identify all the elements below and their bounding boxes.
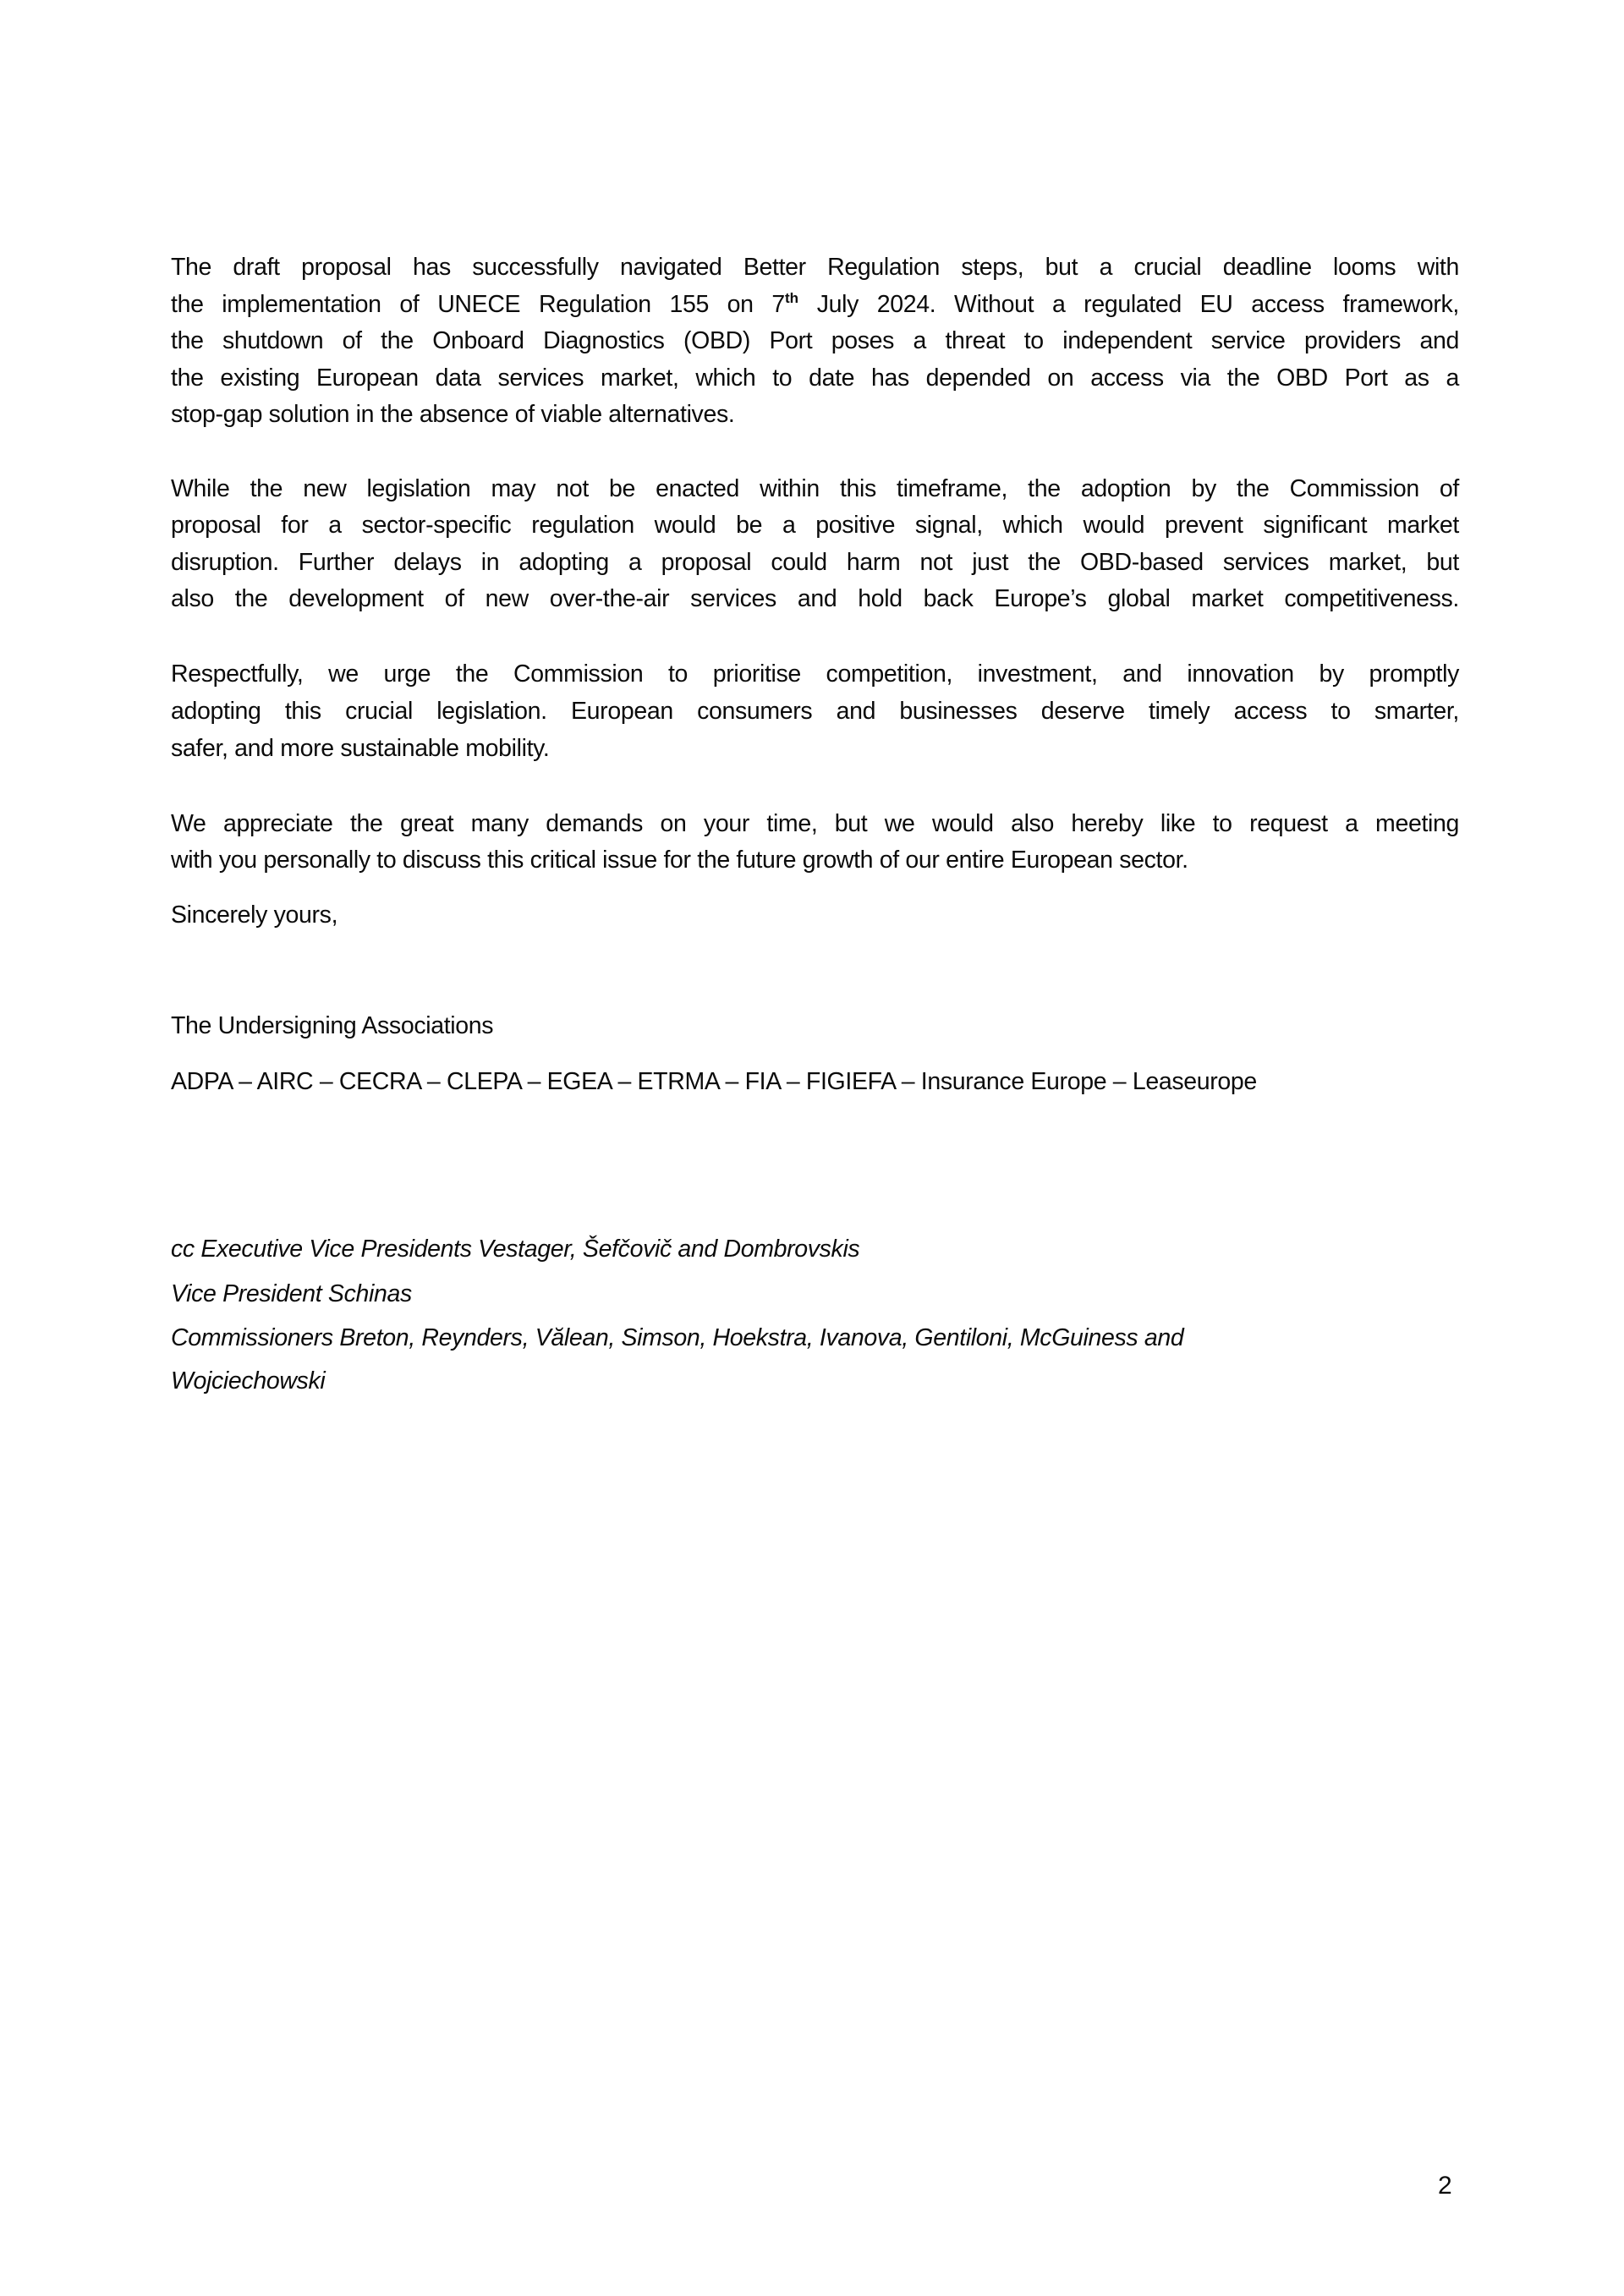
text-segment: July 2024. Without a regulated EU access framework, — [798, 291, 1460, 318]
closing-salutation: Sincerely yours, — [171, 901, 338, 929]
text-line: proposal for a sector-specific regulation would be a positive signal, which would prevent significant market — [171, 512, 1459, 539]
cc-line: cc Executive Vice Presidents Vestager, Šefčovič and Dombrovskis — [171, 1236, 860, 1263]
page-number: 2 — [1438, 2172, 1452, 2200]
text-line: also the development of new over-the-air services and hold back Europe’s global market competitiveness. — [171, 585, 1459, 612]
text-line: The draft proposal has successfully navigated Better Regulation steps, but a crucial deadline looms with — [171, 254, 1459, 281]
cc-line: Wojciechowski — [171, 1367, 326, 1395]
associations-list: ADPA – AIRC – CECRA – CLEPA – EGEA – ETRMA – FIA – FIGIEFA – Insurance Europe – Leaseurope — [171, 1068, 1257, 1095]
text-line: with you personally to discuss this critical issue for the future growth of our entire European sector. — [171, 847, 1188, 874]
cc-line: Commissioners Breton, Reynders, Vălean, Simson, Hoekstra, Ivanova, Gentiloni, McGuiness and — [171, 1324, 1184, 1351]
text-segment: the implementation of UNECE Regulation 155 on 7 — [171, 291, 785, 318]
text-line: stop-gap solution in the absence of viable alternatives. — [171, 401, 735, 428]
text-line: Respectfully, we urge the Commission to prioritise competition, investment, and innovation by promptly — [171, 660, 1459, 688]
text-line: adopting this crucial legislation. European consumers and businesses deserve timely access to smarter, — [171, 698, 1459, 725]
signatory: The Undersigning Associations — [171, 1012, 494, 1039]
text-line — [171, 286, 1459, 323]
text-line: We appreciate the great many demands on your time, but we would also hereby like to request a meeting — [171, 810, 1459, 837]
text-line: safer, and more sustainable mobility. — [171, 735, 550, 762]
text-line: the existing European data services market, which to date has depended on access via the OBD Port as a — [171, 364, 1459, 392]
text-line: disruption. Further delays in adopting a proposal could harm not just the OBD-based services market, but — [171, 549, 1459, 576]
text-line: the shutdown of the Onboard Diagnostics (OBD) Port poses a threat to independent service providers and — [171, 327, 1459, 354]
cc-line: Vice President Schinas — [171, 1280, 412, 1307]
ordinal-superscript: th — [784, 290, 798, 306]
text-line: While the new legislation may not be enacted within this timeframe, the adoption by the Commission of — [171, 475, 1459, 502]
